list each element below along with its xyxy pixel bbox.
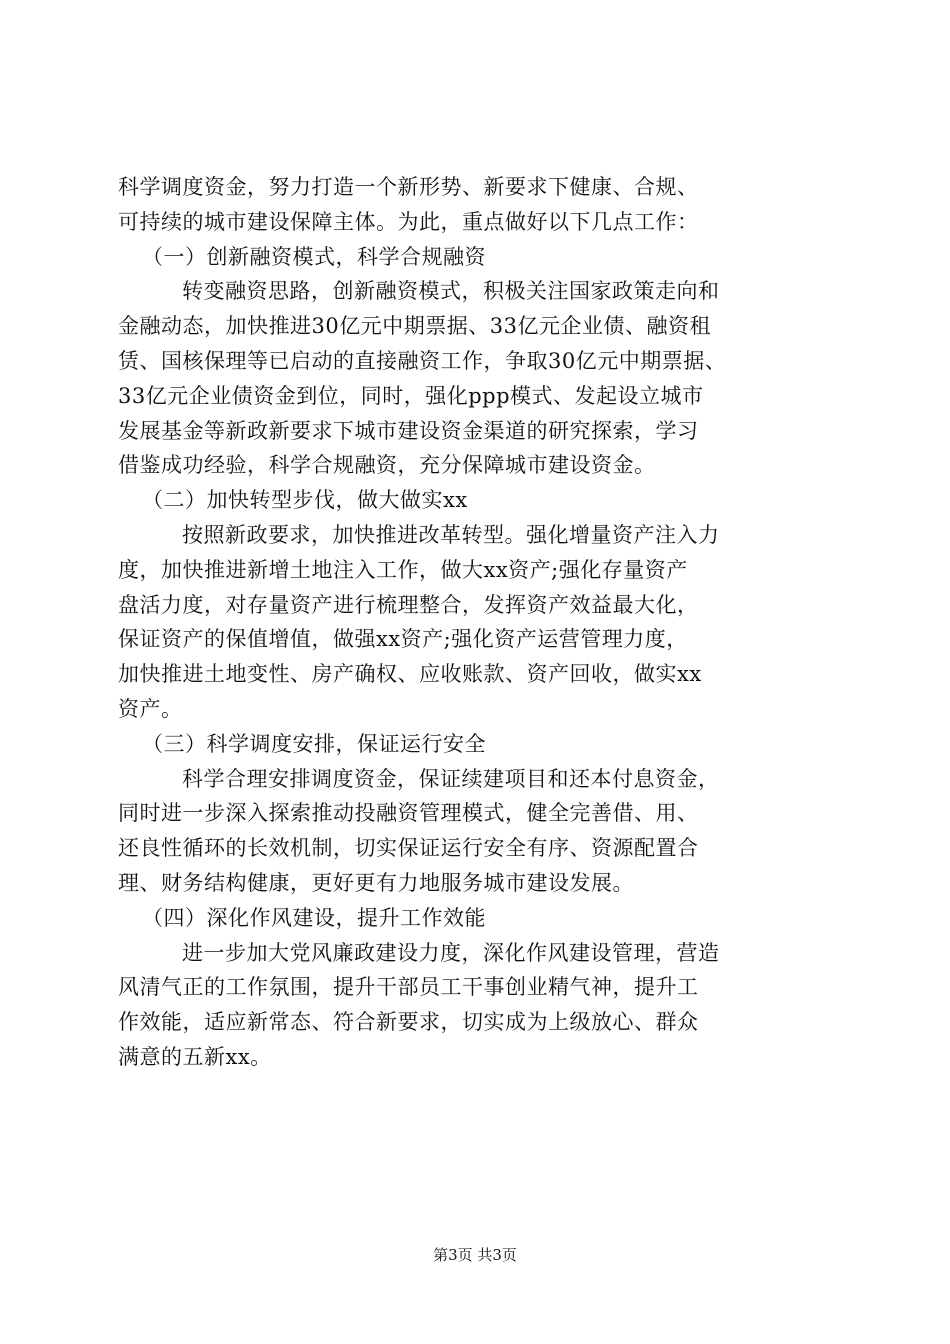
document-body	[118, 170, 838, 1075]
text-line: 加快推进土地变性、房产确权、应收账款、资产回收，做实xx	[118, 662, 702, 687]
text-line: 发展基金等新政新要求下城市建设资金渠道的研究探索，学习	[118, 418, 699, 443]
text-line: 33亿元企业债资金到位，同时，强化ppp模式、发起设立城市	[118, 383, 704, 408]
text-line: 科学合理安排调度资金，保证续建项目和还本付息资金，	[182, 766, 720, 791]
text-line: 科学调度资金，努力打造一个新形势、新要求下健康、合规、	[118, 175, 699, 199]
text-line: 进一步加大党风廉政建设力度，深化作风建设管理，营造	[182, 940, 720, 965]
text-line: 按照新政要求，加快推进改革转型。强化增量资产注入力	[182, 522, 720, 547]
text-line: 借鉴成功经验，科学合规融资，充分保障城市建设资金。	[118, 453, 656, 478]
text-line: 还良性循环的长效机制，切实保证运行安全有序、资源配置合	[118, 836, 699, 861]
text-line: 可持续的城市建设保障主体。为此，重点做好以下几点工作：	[118, 209, 699, 234]
text-line: 同时进一步深入探索推动投融资管理模式，健全完善借、用、	[118, 801, 699, 826]
page-footer: 第3页 共3页	[433, 1246, 517, 1264]
section-heading: （一）创新融资模式，科学合规融资	[142, 244, 486, 269]
text-line: 赁、国核保理等已启动的直接融资工作，争取30亿元中期票据、	[118, 348, 727, 373]
section-heading: （二）加快转型步伐，做大做实xx	[142, 488, 468, 513]
text-line: 度，加快推进新增土地注入工作，做大xx资产;强化存量资产	[118, 557, 688, 582]
text-line: 风清气正的工作氛围，提升干部员工干事创业精气神，提升工	[118, 975, 699, 1000]
text-line: 满意的五新xx。	[118, 1044, 272, 1069]
section-heading: （三）科学调度安排，保证运行安全	[142, 731, 486, 756]
text-line: 转变融资思路，创新融资模式，积极关注国家政策走向和	[182, 279, 720, 304]
text-line: 金融动态，加快推进30亿元中期票据、33亿元企业债、融资租	[118, 314, 711, 339]
text-line: 作效能，适应新常态、符合新要求，切实成为上级放心、群众	[118, 1010, 699, 1035]
text-line: 盘活力度，对存量资产进行梳理整合，发挥资产效益最大化，	[118, 592, 699, 617]
section-heading: （四）深化作风建设，提升工作效能	[142, 905, 486, 930]
text-line: 保证资产的保值增值，做强xx资产;强化资产运营管理力度，	[118, 627, 688, 652]
text-line: 资产。	[118, 696, 183, 721]
text-line: 理、财务结构健康，更好更有力地服务城市建设发展。	[118, 870, 634, 895]
